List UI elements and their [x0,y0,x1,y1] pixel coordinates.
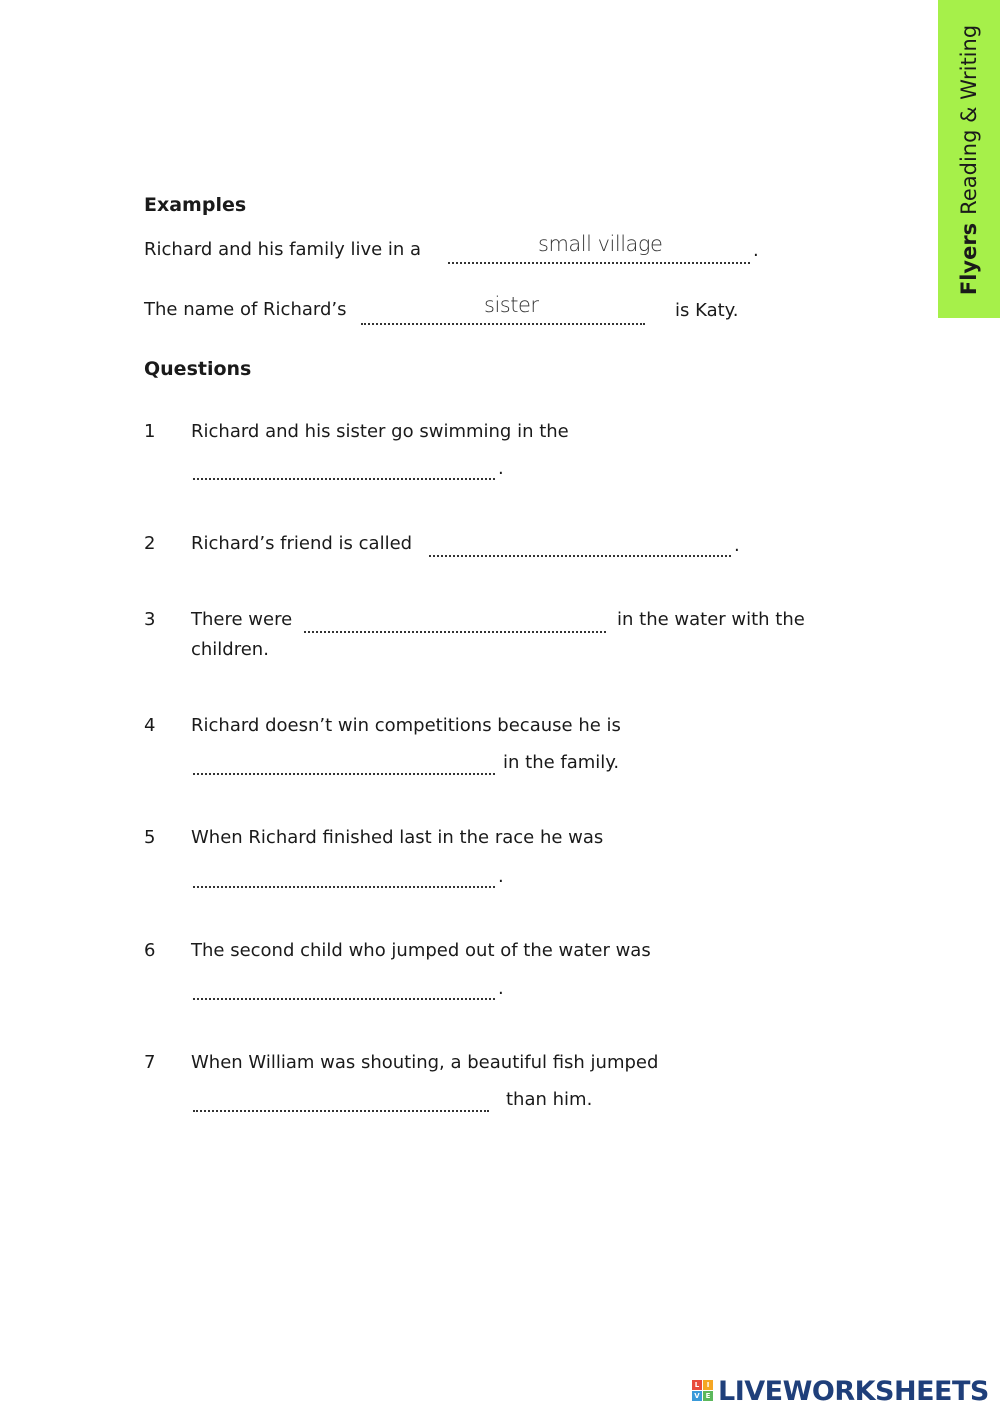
logo-tile-3: V [692,1391,702,1401]
question-3-number: 3 [144,609,156,630]
question-6-text: The second child who jumped out of the water was [191,940,651,961]
question-6-number: 6 [144,940,156,961]
logo-tile-1: L [692,1380,702,1390]
question-1-number: 1 [144,421,156,442]
question-5-text: When Richard finished last in the race he was [191,827,604,848]
example-2-after: is Katy. [675,300,739,321]
questions-heading: Questions [144,358,252,380]
question-5-number: 5 [144,827,156,848]
question-2-blank[interactable] [429,555,731,557]
question-5-blank[interactable] [193,886,495,888]
question-4-text: Richard doesn’t win competitions because he is [191,715,621,736]
logo-tile-4: E [703,1391,713,1401]
question-7-blank[interactable] [193,1110,489,1112]
question-4-number: 4 [144,715,156,736]
question-1-period: . [498,458,504,479]
question-2-text: Richard’s friend is called [191,533,413,554]
question-7-number: 7 [144,1052,156,1073]
question-1-text: Richard and his sister go swimming in the [191,421,569,442]
example-1-answer: small village [538,232,663,256]
logo-icon [692,1380,714,1402]
question-3-after: in the water with the [617,609,805,630]
example-1-blank [448,262,750,264]
question-2-number: 2 [144,533,156,554]
question-7-after: than him. [506,1089,593,1110]
question-2-period: . [734,535,740,556]
question-4-blank[interactable] [193,773,495,775]
liveworksheets-logo [692,1376,992,1406]
question-3-text: There were [191,609,293,630]
question-3-continuation: children. [191,639,269,660]
side-tab-label [957,25,981,295]
question-4-after: in the family. [503,752,620,773]
question-3-blank[interactable] [304,631,606,633]
example-2-blank [361,323,645,325]
question-6-period: . [498,978,504,999]
side-tab [938,0,1000,318]
question-6-blank[interactable] [193,998,495,1000]
brand-label: Flyers [957,222,981,296]
question-5-period: . [498,866,504,887]
logo-text: LIVEWORKSHEETS [718,1376,989,1407]
example-1-text: Richard and his family live in a [144,239,422,260]
question-7-text: When William was shouting, a beautiful fish jumped [191,1052,659,1073]
question-1-blank[interactable] [193,478,495,480]
example-1-period: . [753,240,759,261]
section-label: Reading & Writing [957,24,981,215]
example-2-answer: sister [484,293,539,317]
logo-tile-2: I [703,1380,713,1390]
examples-heading: Examples [144,194,247,216]
example-2-text: The name of Richard’s [144,299,347,320]
